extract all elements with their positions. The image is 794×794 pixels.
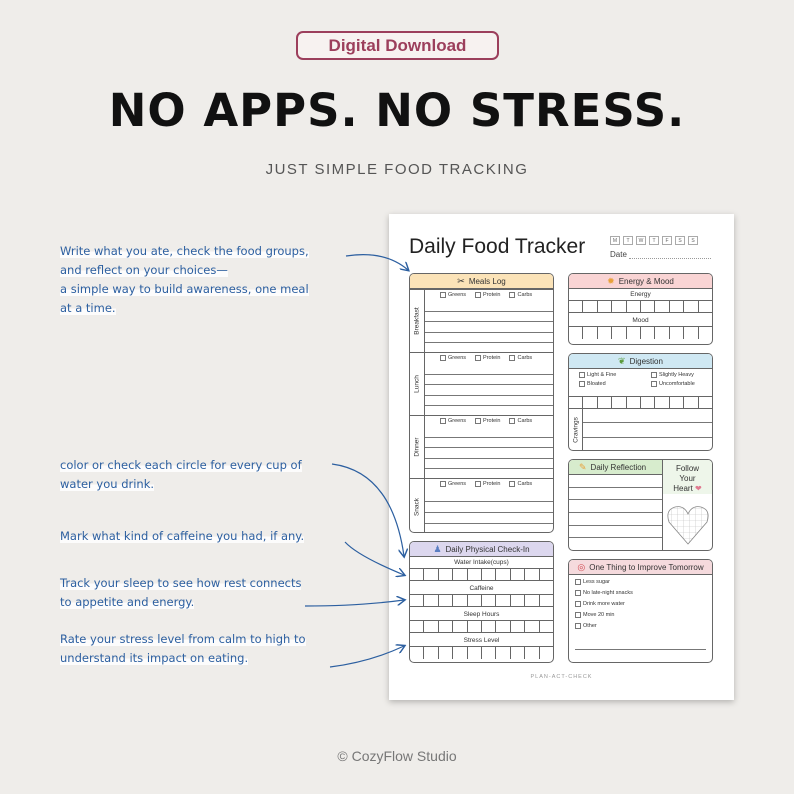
sleep-hours-scale (410, 620, 553, 633)
leaf-icon: ❦ (618, 355, 626, 366)
meal-section-breakfast: Breakfast Greens Protein Carbs (410, 289, 554, 352)
copyright-footer: © CozyFlow Studio (337, 748, 457, 764)
target-icon: ◎ (577, 561, 586, 572)
food-tracker-sheet (389, 214, 734, 700)
date-line (629, 258, 711, 259)
day-box: T (623, 236, 633, 245)
person-icon: ♟ (433, 543, 442, 554)
day-box: W (636, 236, 646, 245)
improve-tomorrow-box: ◎ One Thing to Improve Tomorrow Less sugar No late-night snacks Drink more water Move 20 min Other (568, 559, 713, 663)
meal-section-dinner: Dinner Greens Protein Carbs (410, 415, 554, 478)
heart-icon: ❤ (695, 484, 702, 493)
heart-grid-icon (665, 502, 711, 548)
stress-level-scale (410, 646, 553, 659)
day-box: T (649, 236, 659, 245)
weekday-checkboxes (610, 236, 698, 245)
meals-log-header: ✂ Meals Log (410, 274, 553, 289)
energy-scale (569, 300, 712, 313)
energy-mood-box: ✹ Energy & Mood Energy Mood (568, 273, 713, 345)
physical-checkin-box: ♟ Daily Physical Check-In Water Intake(cups) Caffeine Sleep Hours Stress Level (409, 541, 554, 663)
caffeine-scale (410, 594, 553, 607)
digestion-scale (569, 396, 712, 409)
water-intake-scale (410, 568, 553, 581)
note-caffeine: Mark what kind of caffeine you had, if any. (60, 529, 305, 543)
day-box: F (662, 236, 672, 245)
note-stress: Rate your stress level from calm to high to understand its impact on eating. (60, 632, 306, 665)
day-box: S (688, 236, 698, 245)
sheet-footer: PLAN-ACT-CHECK (530, 674, 593, 680)
fork-knife-icon: ✂ (457, 275, 465, 286)
notebook-icon: ✎ (579, 461, 587, 472)
note-meals: Write what you ate, check the food groups, and reflect on your choices— a simple way to build awareness, one meal at a time. (60, 244, 309, 315)
mood-scale (569, 326, 712, 339)
note-water: color or check each circle for every cup of water you drink. (60, 458, 302, 491)
headline: NO APPS. NO STRESS. (108, 84, 686, 137)
sun-icon: ✹ (607, 275, 615, 286)
date-label: Date (610, 250, 627, 259)
meal-section-lunch: Lunch Greens Protein Carbs (410, 352, 554, 415)
daily-reflection-box: ✎ Daily Reflection Follow Your Heart ❤ (568, 459, 713, 551)
digital-download-badge: Digital Download (296, 31, 499, 60)
digestion-box: ❦ Digestion Light & Fine Bloated Slightly Heavy Uncomfortable Cravings (568, 353, 713, 451)
subheadline: JUST SIMPLE FOOD TRACKING (265, 161, 529, 178)
day-box: S (675, 236, 685, 245)
meals-log-box (409, 273, 554, 533)
note-sleep: Track your sleep to see how rest connects to appetite and energy. (60, 576, 302, 609)
sheet-title: Daily Food Tracker (409, 235, 586, 258)
meal-section-snack: Snack Greens Protein Carbs (410, 478, 554, 533)
day-box: M (610, 236, 620, 245)
